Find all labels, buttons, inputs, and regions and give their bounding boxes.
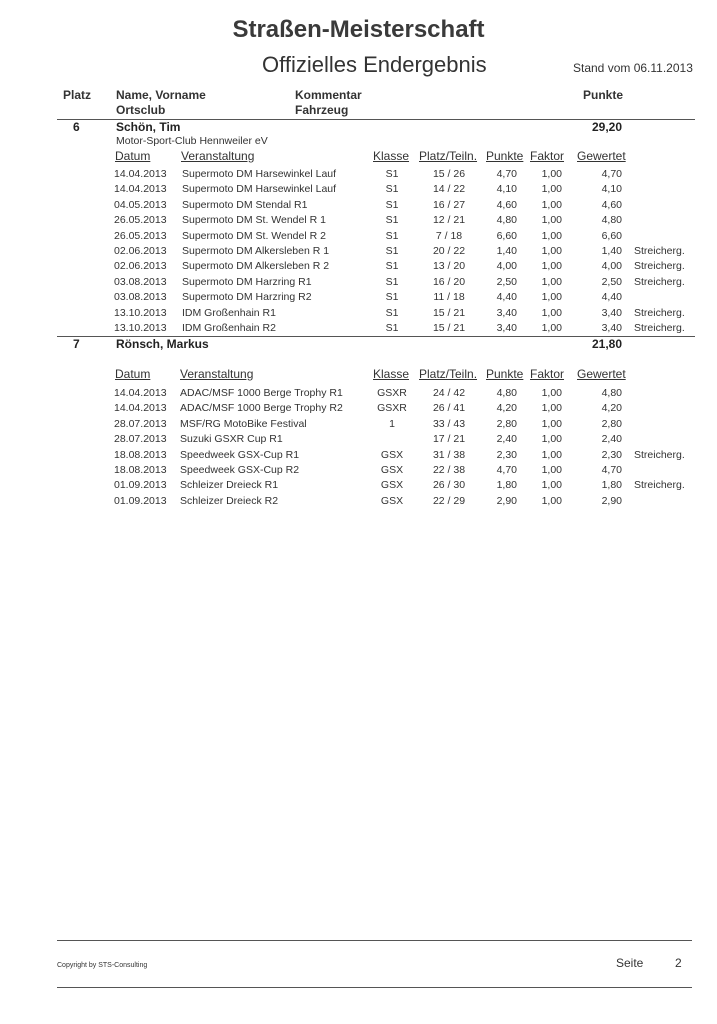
result-platz: 17 / 21 — [432, 433, 466, 446]
result-punkte: 4,70 — [496, 464, 517, 476]
result-datum: 14.04.2013 — [114, 168, 167, 180]
col-fahrzeug: Fahrzeug — [295, 103, 349, 117]
result-datum: 01.09.2013 — [114, 479, 167, 492]
result-veranstaltung: ADAC/MSF 1000 Berge Trophy R1 — [180, 387, 343, 399]
result-klasse: S1 — [385, 322, 399, 334]
result-platz: 22 / 29 — [432, 494, 466, 507]
subheader-punkte: Punkte — [486, 367, 524, 381]
result-veranstaltung: Supermoto DM Alkersleben R 2 — [182, 260, 330, 273]
result-punkte: 1,80 — [496, 479, 517, 492]
result-datum: 14.04.2013 — [114, 387, 167, 399]
result-klasse: GSX — [380, 479, 404, 492]
result-punkte: 2,50 — [496, 275, 517, 288]
result-faktor: 1,00 — [541, 417, 562, 430]
result-klasse: GSXR — [377, 402, 407, 415]
result-gewertet: 4,70 — [601, 464, 622, 476]
col-ortsclub: Ortsclub — [116, 103, 166, 117]
rider-name: Rönsch, Markus — [116, 337, 209, 351]
result-gewertet: 4,10 — [601, 183, 622, 196]
result-datum: 18.08.2013 — [114, 464, 167, 476]
result-datum: 01.09.2013 — [114, 494, 167, 507]
result-gewertet: 2,90 — [601, 494, 622, 507]
result-gewertet: 4,40 — [601, 291, 622, 304]
result-platz: 11 / 18 — [433, 291, 465, 304]
result-klasse: S1 — [385, 306, 399, 319]
rider-punkte: 21,80 — [592, 337, 623, 351]
rider-divider — [57, 336, 695, 337]
result-gewertet: 1,80 — [601, 479, 622, 492]
result-punkte: 3,40 — [496, 306, 517, 319]
result-veranstaltung: Speedweek GSX-Cup R2 — [180, 464, 300, 476]
result-datum: 04.05.2013 — [114, 198, 167, 211]
result-datum: 18.08.2013 — [114, 448, 167, 461]
result-platz: 31 / 38 — [432, 448, 466, 461]
result-faktor: 1,00 — [541, 275, 562, 288]
result-klasse: S1 — [385, 214, 399, 227]
result-faktor: 1,00 — [541, 198, 562, 211]
stand-date: Stand vom 06.11.2013 — [573, 61, 693, 75]
result-punkte: 4,60 — [496, 198, 517, 211]
result-faktor: 1,00 — [541, 260, 562, 273]
subheader-veranstaltung: Veranstaltung — [180, 367, 254, 381]
result-punkte: 4,00 — [496, 260, 517, 273]
subheader-faktor: Faktor — [530, 367, 565, 381]
result-datum: 28.07.2013 — [114, 433, 167, 446]
subheader-platz_teiln: Platz/Teiln. — [419, 367, 478, 381]
result-klasse: S1 — [385, 260, 399, 273]
result-punkte: 1,40 — [496, 245, 517, 257]
result-platz: 20 / 22 — [432, 245, 466, 257]
result-datum: 26.05.2013 — [114, 214, 167, 227]
result-klasse: 1 — [389, 417, 395, 430]
result-platz: 12 / 21 — [432, 214, 466, 227]
footer-divider-top — [57, 940, 692, 941]
result-veranstaltung: Supermoto DM St. Wendel R 1 — [182, 214, 326, 227]
result-veranstaltung: MSF/RG MotoBike Festival — [180, 417, 307, 430]
subheader-veranstaltung: Veranstaltung — [181, 149, 255, 163]
result-klasse: S1 — [385, 183, 399, 196]
result-datum: 13.10.2013 — [114, 322, 167, 334]
subheader-gewertet: Gewertet — [577, 367, 626, 381]
page-number: 2 — [675, 956, 682, 970]
result-gewertet: 4,70 — [601, 168, 622, 180]
result-faktor: 1,00 — [541, 494, 562, 507]
result-gewertet: 4,00 — [601, 260, 622, 273]
result-punkte: 2,30 — [496, 448, 517, 461]
result-veranstaltung: Suzuki GSXR Cup R1 — [180, 433, 283, 446]
result-veranstaltung: Supermoto DM St. Wendel R 2 — [182, 229, 326, 242]
result-platz: 22 / 38 — [432, 464, 466, 476]
result-gewertet: 2,50 — [601, 275, 622, 288]
result-faktor: 1,00 — [541, 464, 562, 476]
result-platz: 16 / 27 — [432, 198, 466, 211]
col-name: Name, Vorname — [116, 88, 206, 102]
result-klasse: S1 — [385, 168, 399, 180]
page-label: Seite — [616, 956, 644, 970]
result-datum: 03.08.2013 — [114, 275, 167, 288]
result-gewertet: 2,30 — [601, 448, 622, 461]
result-klasse: S1 — [385, 245, 399, 257]
result-platz: 26 / 41 — [432, 402, 466, 415]
result-platz: 7 / 18 — [435, 229, 463, 242]
document-title: Straßen-Meisterschaft — [232, 16, 485, 43]
result-platz: 33 / 43 — [432, 417, 466, 430]
result-veranstaltung: Speedweek GSX-Cup R1 — [180, 448, 300, 461]
result-gewertet: 2,80 — [601, 417, 622, 430]
result-punkte: 2,90 — [496, 494, 517, 507]
result-platz: 24 / 42 — [432, 387, 466, 399]
result-punkte: 2,40 — [496, 433, 517, 446]
result-veranstaltung: Supermoto DM Harsewinkel Lauf — [182, 183, 337, 196]
result-gewertet: 6,60 — [601, 229, 622, 242]
result-note: Streicherg. — [634, 322, 685, 334]
result-faktor: 1,00 — [541, 183, 562, 196]
result-faktor: 1,00 — [541, 402, 562, 415]
result-faktor: 1,00 — [541, 322, 562, 334]
result-faktor: 1,00 — [541, 214, 562, 227]
result-punkte: 4,70 — [496, 168, 517, 180]
result-faktor: 1,00 — [541, 168, 562, 180]
footer-divider-bottom — [57, 987, 692, 988]
result-veranstaltung: Schleizer Dreieck R1 — [180, 479, 279, 492]
result-gewertet: 4,80 — [601, 214, 622, 227]
result-faktor: 1,00 — [541, 433, 562, 446]
result-klasse: GSX — [380, 448, 404, 461]
result-faktor: 1,00 — [541, 229, 562, 242]
result-platz: 16 / 20 — [432, 275, 466, 288]
result-faktor: 1,00 — [541, 245, 562, 257]
result-platz: 13 / 20 — [432, 260, 466, 273]
result-gewertet: 1,40 — [601, 245, 622, 257]
result-platz: 15 / 21 — [432, 322, 466, 334]
rider-platz: 6 — [73, 120, 80, 134]
result-veranstaltung: IDM Großenhain R2 — [182, 322, 276, 334]
result-punkte: 4,10 — [496, 183, 517, 196]
copyright: Copyright by STS-Consulting — [57, 962, 148, 969]
result-datum: 13.10.2013 — [114, 306, 167, 319]
result-veranstaltung: Supermoto DM Alkersleben R 1 — [182, 245, 330, 257]
result-note: Streicherg. — [634, 448, 685, 461]
result-klasse: GSX — [380, 494, 404, 507]
result-datum: 02.06.2013 — [114, 245, 167, 257]
result-datum: 02.06.2013 — [114, 260, 167, 273]
rider-club: Motor-Sport-Club Hennweiler eV — [116, 135, 268, 147]
result-gewertet: 4,60 — [601, 198, 622, 211]
subheader-faktor: Faktor — [530, 149, 565, 163]
result-faktor: 1,00 — [541, 291, 562, 304]
result-gewertet: 4,80 — [601, 387, 622, 399]
col-kommentar: Kommentar — [295, 88, 362, 102]
subheader-punkte: Punkte — [486, 149, 524, 163]
subheader-datum: Datum — [115, 149, 151, 163]
result-faktor: 1,00 — [541, 479, 562, 492]
result-platz: 15 / 21 — [432, 306, 466, 319]
result-note: Streicherg. — [634, 275, 685, 288]
result-datum: 14.04.2013 — [114, 402, 167, 415]
result-note: Streicherg. — [634, 245, 685, 257]
result-faktor: 1,00 — [541, 306, 562, 319]
result-veranstaltung: ADAC/MSF 1000 Berge Trophy R2 — [180, 402, 343, 415]
result-punkte: 4,80 — [496, 214, 517, 227]
result-punkte: 4,20 — [496, 402, 517, 415]
result-gewertet: 3,40 — [601, 306, 622, 319]
result-punkte: 4,40 — [496, 291, 517, 304]
col-punkte: Punkte — [583, 88, 624, 102]
result-klasse: GSXR — [377, 387, 407, 399]
result-veranstaltung: Supermoto DM Harsewinkel Lauf — [182, 168, 337, 180]
result-veranstaltung: Supermoto DM Harzring R2 — [182, 291, 312, 304]
rider-platz: 7 — [73, 337, 80, 351]
result-punkte: 6,60 — [496, 229, 517, 242]
rider-name: Schön, Tim — [116, 120, 181, 134]
result-klasse: S1 — [385, 229, 399, 242]
result-klasse: S1 — [385, 198, 399, 211]
result-datum: 28.07.2013 — [114, 417, 167, 430]
subheader-klasse: Klasse — [373, 149, 410, 163]
result-klasse: S1 — [385, 291, 399, 304]
subheader-datum: Datum — [115, 367, 151, 381]
result-platz: 15 / 26 — [432, 168, 466, 180]
result-platz: 26 / 30 — [432, 479, 466, 492]
result-punkte: 2,80 — [496, 417, 517, 430]
result-veranstaltung: IDM Großenhain R1 — [182, 306, 276, 319]
result-note: Streicherg. — [634, 306, 685, 319]
result-klasse: GSX — [380, 464, 404, 476]
result-platz: 14 / 22 — [432, 183, 466, 196]
result-faktor: 1,00 — [541, 387, 562, 399]
result-veranstaltung: Supermoto DM Stendal R1 — [182, 198, 308, 211]
result-veranstaltung: Schleizer Dreieck R2 — [180, 494, 279, 507]
result-note: Streicherg. — [634, 260, 685, 273]
result-veranstaltung: Supermoto DM Harzring R1 — [182, 275, 312, 288]
result-punkte: 3,40 — [496, 322, 517, 334]
result-gewertet: 3,40 — [601, 322, 622, 334]
result-faktor: 1,00 — [541, 448, 562, 461]
rider-punkte: 29,20 — [592, 120, 623, 134]
subheader-platz_teiln: Platz/Teiln. — [419, 149, 478, 163]
result-gewertet: 4,20 — [601, 402, 622, 415]
result-klasse: S1 — [385, 275, 399, 288]
result-datum: 14.04.2013 — [114, 183, 167, 196]
col-platz: Platz — [63, 88, 92, 102]
subheader-gewertet: Gewertet — [577, 149, 626, 163]
result-note: Streicherg. — [634, 479, 685, 492]
document-subtitle: Offizielles Endergebnis — [262, 52, 487, 77]
result-punkte: 4,80 — [496, 387, 517, 399]
result-datum: 03.08.2013 — [114, 291, 167, 304]
result-gewertet: 2,40 — [601, 433, 622, 446]
result-datum: 26.05.2013 — [114, 229, 167, 242]
subheader-klasse: Klasse — [373, 367, 410, 381]
